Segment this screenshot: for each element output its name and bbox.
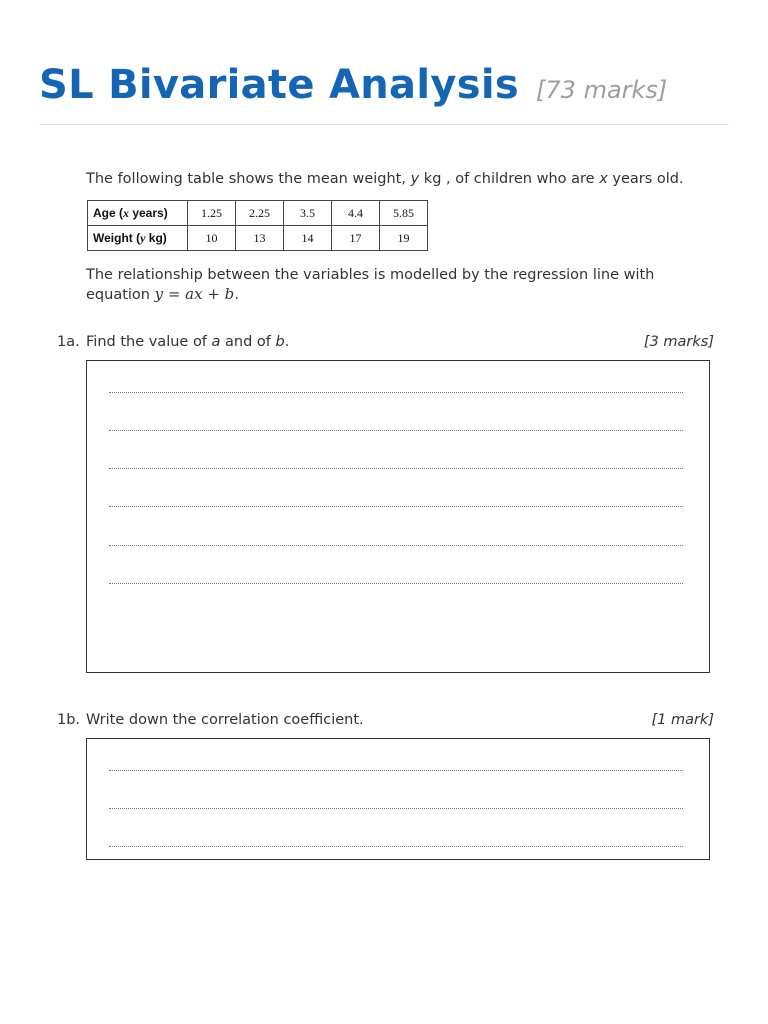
question-marks: [1 mark] <box>651 712 714 728</box>
table-cell: 17 <box>332 226 380 251</box>
answer-line <box>109 430 683 431</box>
answer-line <box>109 808 683 809</box>
answer-line <box>109 545 683 546</box>
answer-box-1b[interactable] <box>86 738 710 860</box>
answer-line <box>109 583 683 584</box>
table-cell: 10 <box>188 226 236 251</box>
answer-line <box>109 392 683 393</box>
answer-line <box>109 846 683 847</box>
header-divider <box>39 124 729 125</box>
question-number: 1b. <box>57 712 81 728</box>
table-cell: 5.85 <box>380 201 428 226</box>
table-cell: 19 <box>380 226 428 251</box>
intro-text: The following table shows the mean weight, y kg , of children who are x years old. <box>86 171 684 187</box>
table-cell: 2.25 <box>236 201 284 226</box>
table-cell: 14 <box>284 226 332 251</box>
page-title: SL Bivariate Analysis <box>39 62 519 108</box>
data-table <box>87 200 428 251</box>
total-marks: [73 marks] <box>536 76 668 104</box>
question-number: 1a. <box>57 334 80 350</box>
answer-line <box>109 506 683 507</box>
row-label-weight: Weight (y kg) <box>88 226 188 251</box>
row-label-age: Age (x years) <box>88 201 188 226</box>
answer-line <box>109 770 683 771</box>
answer-line <box>109 468 683 469</box>
regression-equation: y = ax + b <box>154 285 235 303</box>
answer-box-1a[interactable] <box>86 360 710 673</box>
question-marks: [3 marks] <box>643 334 714 350</box>
table-cell: 3.5 <box>284 201 332 226</box>
relationship-text: The relationship between the variables is modelled by the regression line with equation y = ax + b. <box>86 267 655 303</box>
page-header <box>39 62 729 108</box>
table-cell: 4.4 <box>332 201 380 226</box>
table-cell: 13 <box>236 226 284 251</box>
table-row-age <box>88 201 428 226</box>
table-cell: 1.25 <box>188 201 236 226</box>
question-1a: 1a. Find the value of a and of b. [3 marks] <box>57 334 714 350</box>
table-row-weight <box>88 226 428 251</box>
question-1b: 1b. Write down the correlation coefficient. [1 mark] <box>57 712 714 728</box>
